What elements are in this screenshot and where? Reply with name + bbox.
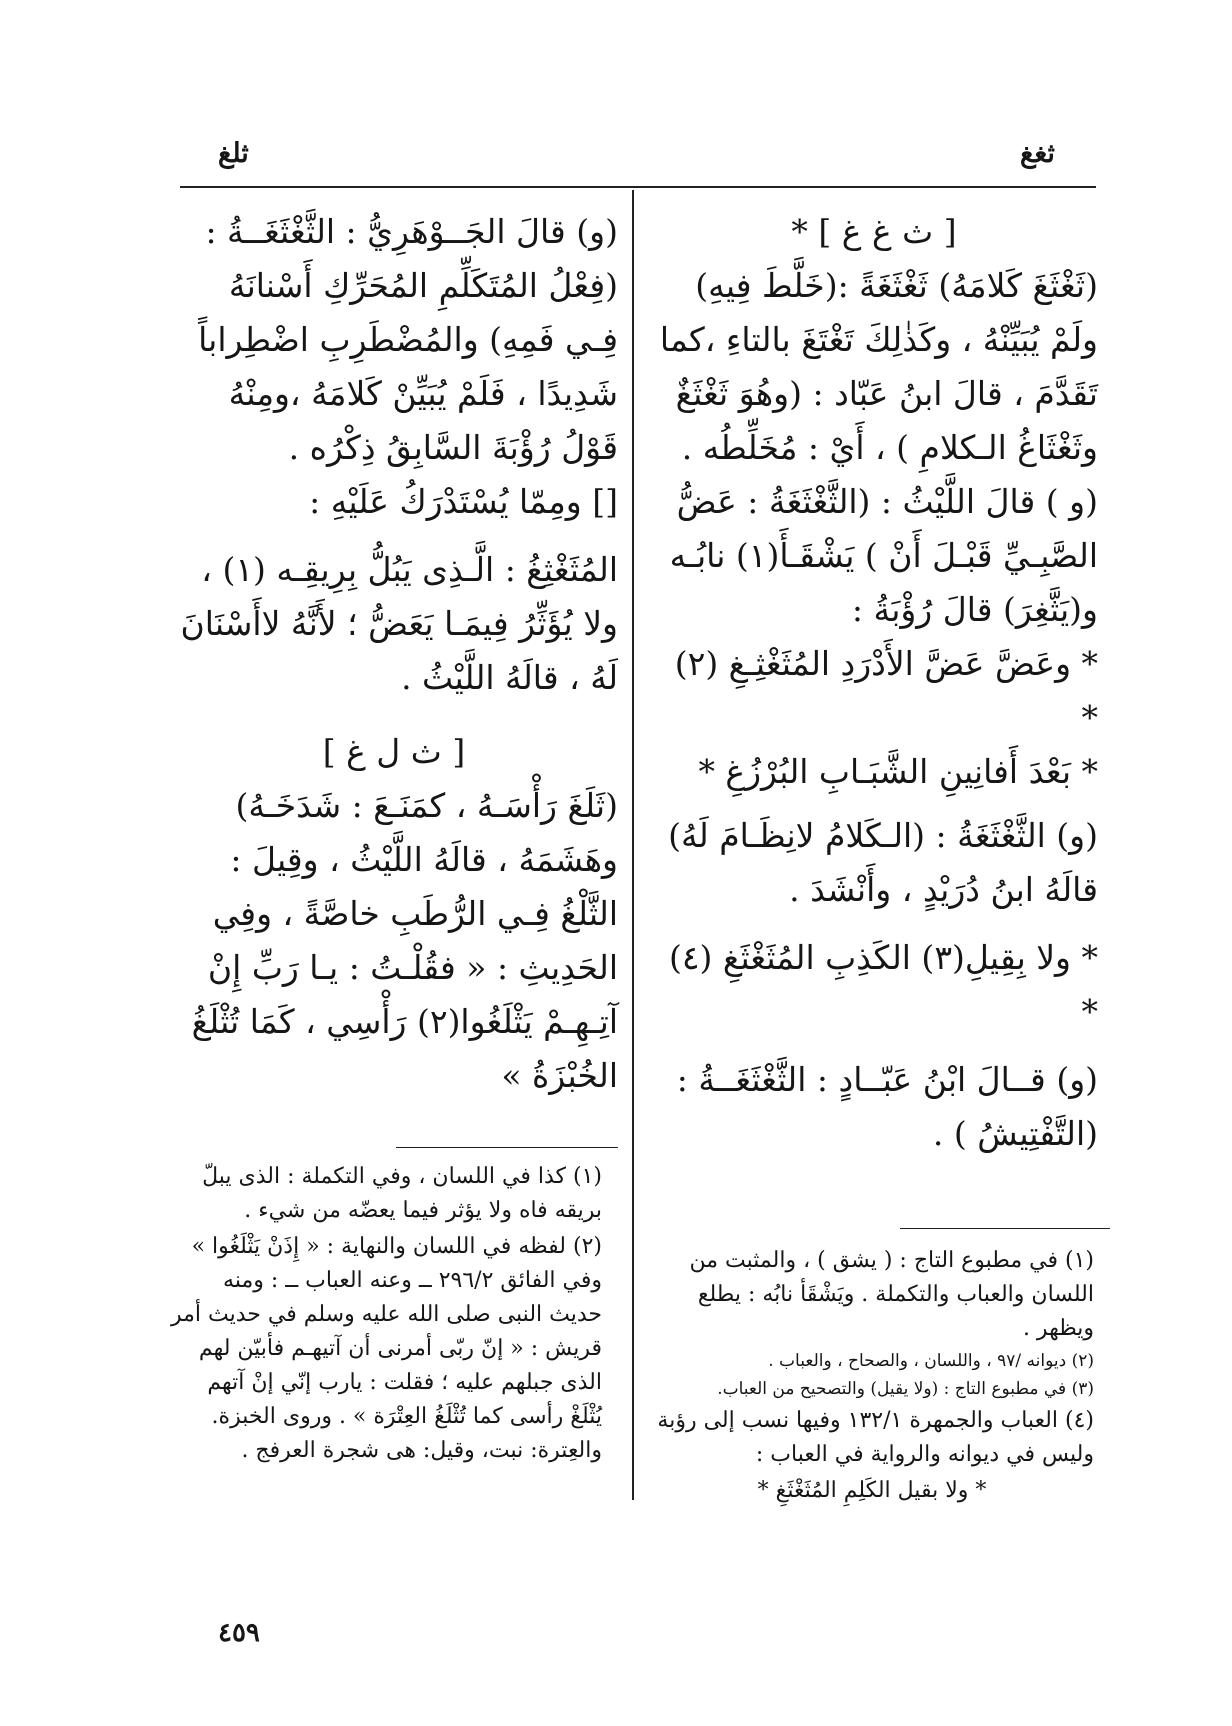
footnote: (٣) في مطبوع التاج : (ولا يقيل) والتصحيح من العباب. — [717, 1379, 1094, 1399]
footnote-rule-left — [396, 1147, 618, 1148]
entry-paragraph: (ثَلَغَ رَأْسَـهُ ، كمَنَـعَ : شَدَخَـهُ) وهَشَمَهُ ، قالَهُ اللَّيْثُ ، وقِيلَ : الثَّلْغُ فِـي الرُّطَبِ خاصَّةً ، وفِي الحَدِيثِ : « فقُلْـتُ : يـا رَبِّ إِنْ آتِـهِـمْ يَثْلَغُوا(٢) رَأْسِي ، كَمَا تُثْلَغُ الخُبْزَةُ » — [191, 786, 618, 1095]
entry-heading-thghgh: [ ث غ غ ] * — [791, 212, 957, 251]
right-column — [650, 205, 1098, 1161]
left-column — [170, 205, 618, 1103]
footnotes-left — [170, 1160, 602, 1470]
left-running-head: ثلغ — [218, 138, 249, 169]
entry-paragraph: (و) قــالَ ابْنُ عَبّــادٍ : الثَّغْثَغَــةُ : (التَّفْتِيشُ ) . — [676, 1060, 1098, 1153]
verse-line: * بَعْدَ أَفانِينِ الشَّبَـابِ البُرْزُغِ * — [698, 752, 1098, 791]
header-rule — [180, 186, 1096, 188]
entry-paragraph: (و) الثَّغْثَغَةُ : (الـكَلامُ لانِظَـامَ لَهُ) قالَهُ ابنُ دُرَيْدٍ ، وأَنْشَدَ . — [668, 816, 1098, 909]
footnote: (٢) ديوانه /٩٧ ، واللسان ، والصحاح ، والعباب . — [768, 1351, 1094, 1371]
footnote: (٢) لفظه في اللسان والنهاية : « إِذَنْ يَثْلَغُوا » وفي الفائق ٢٩٦/٢ ــ وعنه العباب ــ : ومنه حديث النبى صلى الله عليه وسلم في حديث أمر قريش : « إنّ ربّى أمرنى أن آتيهـم فأبيّن لهم الذى جبلهم عليه ؛ فقلت : يارب إنّي إنْ آتهم يُثْلَغْ رأسى كما تُثْلَغُ العِتْرَة » . وروى الخبزة. والعِترة: نبت، وقيل: هى شجرة العرفج . — [170, 1234, 602, 1463]
footnotes-right — [650, 1244, 1094, 1510]
verse-line: * وعَضَّ عَضَّ الأَدْرَدِ المُثَغْثِـغِ (٢) * — [674, 644, 1098, 737]
entry-paragraph: (و ) قالَ اللَّيْثُ : (الثَّغْثَغَةُ : عَضُّ الصَّبِـيِّ قَبْـلَ أَنْ ) يَشْقَـأَ(١) نابُـه و(يَثَّغِرَ) قالَ رُؤْبَةُ : — [669, 482, 1098, 629]
footnote: (١) في مطبوع التاج : ( يشق ) ، والمثبت من اللسان والعباب والتكملة . ويَشْقَأ نابُه : يطلع ويظهر . — [689, 1248, 1094, 1341]
addendum-note: [] ومِمّا يُسْتَدْرَكُ عَلَيْهِ : — [309, 482, 618, 521]
column-divider — [632, 190, 634, 1500]
right-running-head: ثغغ — [1020, 138, 1055, 169]
footnote: (١) كذا في اللسان ، وفي التكملة : الذى يبلّ بريقه فاه ولا يؤثر فيما يعضّه من شيء . — [202, 1164, 602, 1223]
page-number: ٤٥٩ — [218, 1618, 260, 1648]
footnote-rule-right — [900, 1228, 1110, 1229]
verse-line: * ولا بِقِيلِ(٣) الكَذِبِ المُثَغْثَغِ (٤) * — [668, 938, 1098, 1031]
entry-heading-thlgh: [ ث ل غ ] — [322, 732, 466, 771]
footnote-verse: * ولا بقيل الكَلِمِ المُثَغْثَغِ * — [757, 1478, 987, 1503]
entry-paragraph: (و) قالَ الجَــوْهَرِيُّ : الثَّغْثَغَــةُ : (فِعْلُ المُتَكَلِّمِ المُحَرِّكِ أَسْنانَهُ فِـي فَمِهِ) والمُضْطَرِبِ اضْطِراباً شَدِيدًا ، فَلَمْ يُبَيِّنْ كَلامَهُ ،ومِنْهُ قَوْلُ رُؤْبَةَ السَّابِقُ ذِكْرُه . — [198, 212, 618, 467]
entry-paragraph: المُثَغْثِغُ : الَّـذِى يَبُلُّ بِرِيقِـه (١) ، ولا يُؤَثِّرُ فِيمَـا يَعَضُّ ؛ لأَنَّهُ لاأَسْنَانَ لَهُ ، قالَهُ اللَّيْثُ . — [180, 550, 618, 697]
footnote: (٤) العباب والجمهرة ١٣٢/١ وفيها نسب إلى رؤبة وليس في ديوانه والرواية في العباب : — [657, 1408, 1094, 1467]
entry-paragraph: (ثَغْثَغَ كَلامَهُ) ثَغْثَغَةً :(خَلَّطَ فِيهِ) ولَمْ يُبَيِّنْهُ ، وكَذٰلِكَ تَغْتَغَ بالتاءِ ،كما تَقَدَّمَ ، قالَ ابنُ عَبّاد : (وهُوَ ثَغْثَغٌ وثَغْثَاغُ الـكلامِ ) ، أَيْ : مُخَلِّطُه . — [659, 266, 1098, 467]
